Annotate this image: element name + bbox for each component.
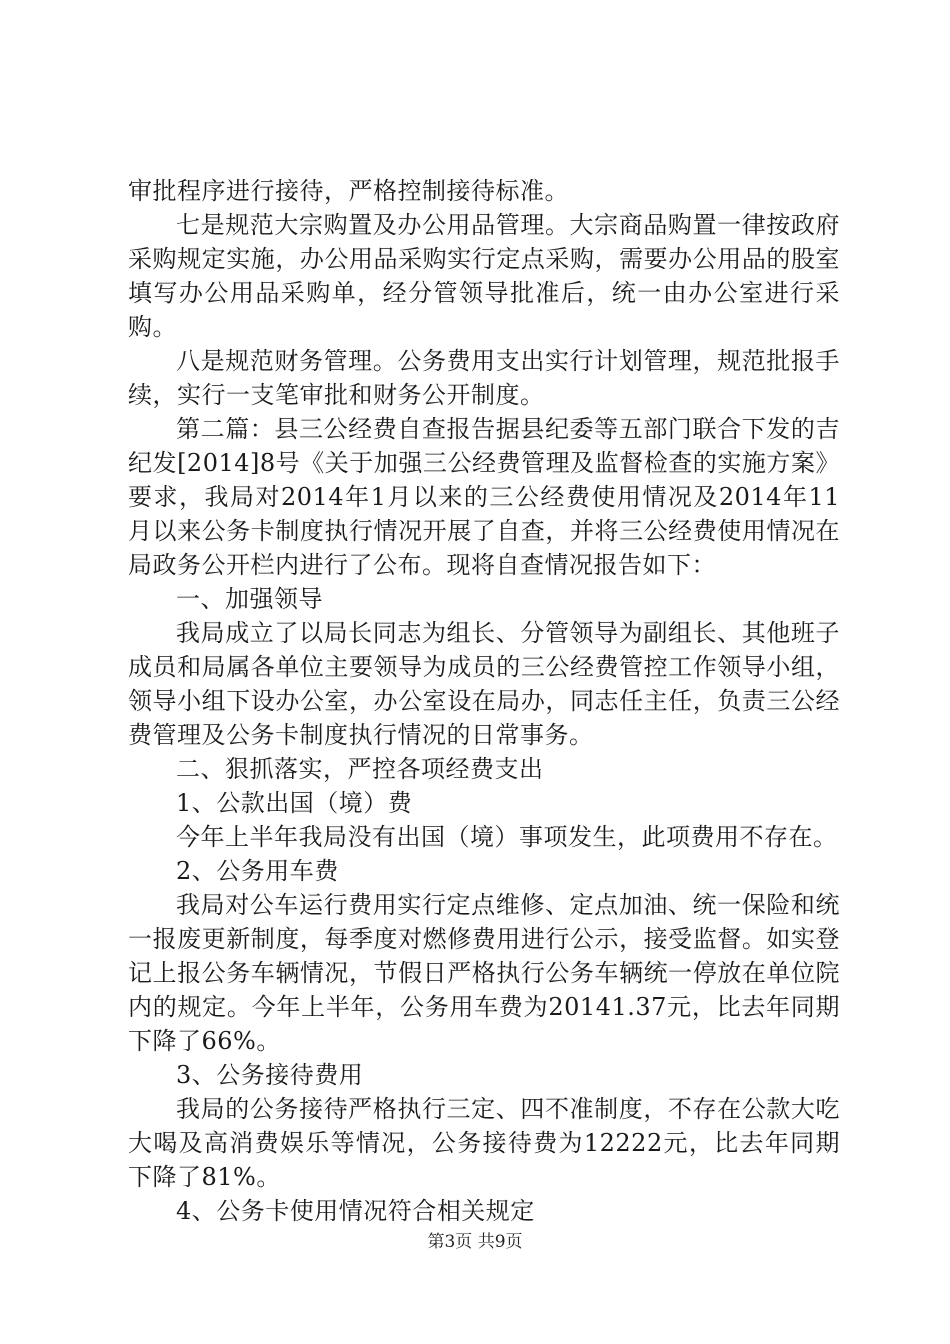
paragraph-1: 审批程序进行接待，严格控制接待标准。 [128,177,569,205]
subheading-1: 1、公款出国（境）费 [176,789,413,817]
subheading-4: 4、公务卡使用情况符合相关规定 [176,1197,535,1225]
section-heading-2: 二、狠抓落实，严控各项经费支出 [176,755,544,783]
section-heading-1: 一、加强领导 [176,585,323,613]
subheading-3: 3、公务接待费用 [176,1061,364,1089]
paragraph-3: 八是规范财务管理。公务费用支出实行计划管理，规范批报手续，实行一支笔审批和财务公开制度。 [128,347,840,409]
page-number-footer: 第3页 共9页 [427,1232,523,1252]
subheading-2: 2、公务用车费 [176,857,339,885]
paragraph-4: 第二篇：县三公经费自查报告据县纪委等五部门联合下发的吉纪发[2014]8号《关于加强三公经费管理及监督检查的实施方案》要求，我局对2014年1月以来的三公经费使用情况及2014年11月以来公务卡制度执行情况开展了自查，并将三公经费使用情况在局政务公开栏内进行了公布。现将自查情况报告如下： [128,415,840,579]
paragraph-8: 我局的公务接待严格执行三定、四不准制度，不存在公款大吃大喝及高消费娱乐等情况，公务接待费为12222元，比去年同期下降了81%。 [128,1095,840,1191]
paragraph-7: 我局对公车运行费用实行定点维修、定点加油、统一保险和统一报废更新制度，每季度对燃修费用进行公示，接受监督。如实登记上报公务车辆情况，节假日严格执行公务车辆统一停放在单位院内的规定。今年上半年，公务用车费为20141.37元，比去年同期下降了66%。 [128,891,840,1055]
document-body [128,174,840,1228]
paragraph-6: 今年上半年我局没有出国（境）事项发生，此项费用不存在。 [176,823,838,851]
paragraph-5: 我局成立了以局长同志为组长、分管领导为副组长、其他班子成员和局属各单位主要领导为成员的三公经费管控工作领导小组，领导小组下设办公室，办公室设在局办，同志任主任，负责三公经费管理及公务卡制度执行情况的日常事务。 [128,619,840,749]
paragraph-2: 七是规范大宗购置及办公用品管理。大宗商品购置一律按政府采购规定实施，办公用品采购实行定点采购，需要办公用品的股室填写办公用品采购单，经分管领导批准后，统一由办公室进行采购。 [128,211,840,341]
